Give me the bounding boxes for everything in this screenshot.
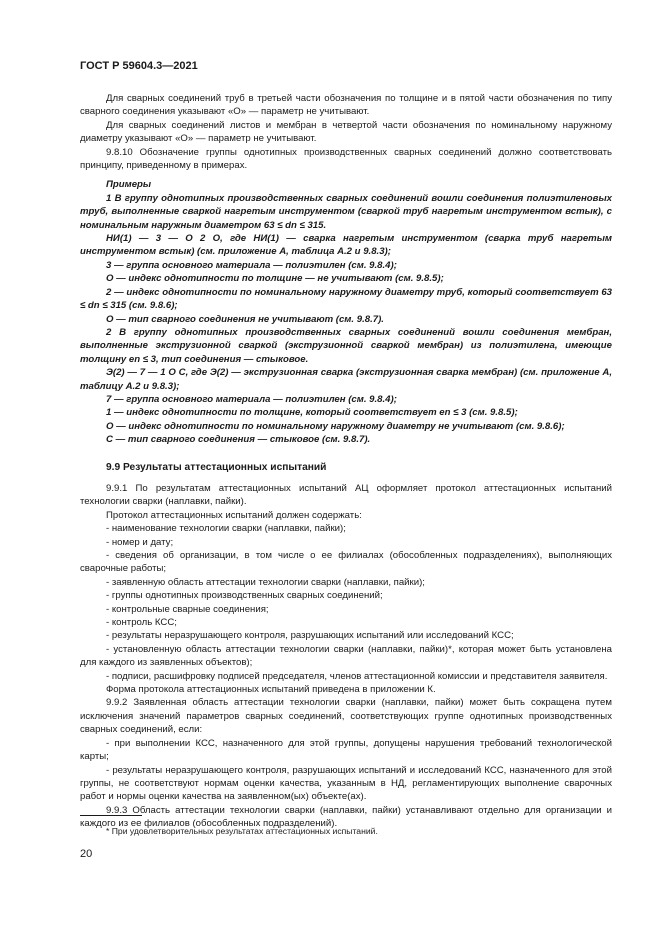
example-line: 1 — индекс однотипности по толщине, который соответствует en ≤ 3 (см. 9.8.5); [106, 407, 518, 419]
example-line: Э(2) — 7 — 1 О С, где Э(2) — экструзионная сварка (экструзионная сварка мембран) (см. приложение А, таблицу А.2 и 9.8.3); [80, 367, 612, 392]
examples-heading: Примеры [106, 179, 152, 191]
list-item: - группы однотипных производственных сварных соединений; [106, 590, 383, 602]
example-line: 3 — группа основного материала — полиэтилен (см. 9.8.4); [106, 259, 397, 271]
example-line: 1 В группу однотипных производственных сварных соединений вошли соединения полиэтиленовых труб, выполненные сваркой нагретым инструментом (сваркой труб нагретым инструментом встык), с номинальным наружным диаметром 63 ≤ dn ≤ 315. [80, 192, 612, 231]
example-line: С — тип сварного соединения — стыковое (см. 9.8.7). [106, 434, 371, 446]
list-item: - контроль КСС; [106, 617, 177, 629]
paragraph: 9.8.10 Обозначение группы однотипных производственных сварных соединений должно соответствовать принципу, приведенному в примерах. [80, 146, 612, 172]
section-title: 9.9 Результаты аттестационных испытаний [106, 461, 327, 473]
list-item: - номер и дату; [106, 536, 174, 548]
example-line: НИ(1) — 3 — О 2 О, где НИ(1) — сварка нагретым инструментом (сварка труб нагретым инструментом встык) (см. приложение А, таблица А.2 и 9.8.3); [80, 233, 612, 258]
example-line: 2 — индекс однотипности по номинальному наружному диаметру труб, который соответствует 63 ≤ dn ≤ 315 (см. 9.8.6); [80, 286, 612, 312]
example-line: О — индекс однотипности по номинальному наружному диаметру не учитывают (см. 9.8.6); [106, 420, 565, 432]
list-item: - результаты неразрушающего контроля, разрушающих испытаний и исследований КСС, назначенного для этой группы, не соответствуют нормам оценки качества, указанным в НД, регламентирующих выполнение сварочных работ и нормы оценки качества на заявленном(ых) объекте(ах). [80, 764, 612, 803]
list-item: - результаты неразрушающего контроля, разрушающих испытаний или исследований КСС; [106, 630, 514, 642]
paragraph: Форма протокола аттестационных испытаний приведена в приложении К. [106, 684, 436, 696]
list-item: - подписи, расшифровку подписей председателя, членов аттестационной комиссии и представителя заявителя. [106, 670, 608, 682]
list-item: - наименование технологии сварки (наплавки, пайки); [106, 523, 346, 535]
footnote: * При удовлетворительных результатах аттестационных испытаний. [106, 826, 378, 836]
list-item: - установленную область аттестации технологии сварки (наплавки, пайки)*, которая может быть установлена для каждого из заявленных объектов); [80, 643, 612, 669]
paragraph: Для сварных соединений труб в третьей части обозначения по толщине и в пятой части обозначения по типу сварного соединения указывают «О» — параметр не учитывают. [80, 93, 612, 118]
list-item: - контрольные сварные соединения; [106, 603, 269, 615]
example-line: О — тип сварного соединения не учитывают (см. 9.8.7). [106, 313, 384, 325]
paragraph: 9.9.3 Область аттестации технологии сварки (наплавки, пайки) устанавливают отдельно для организации и каждого из ее филиалов (обособленных подразделений). [80, 804, 612, 830]
document-header: ГОСТ Р 59604.3—2021 [80, 60, 198, 72]
example-line: 7 — группа основного материала — полиэтилен (см. 9.8.4); [106, 393, 397, 405]
body-text [80, 92, 612, 831]
list-item: - сведения об организации, в том числе о ее филиалах (обособленных подразделениях), выполняющих сварочные работы; [80, 550, 612, 575]
example-line: О — индекс однотипности по толщине — не учитывают (см. 9.8.5); [106, 273, 444, 285]
list-item: - заявленную область аттестации технологии сварки (наплавки, пайки); [106, 576, 425, 588]
paragraph: 9.9.2 Заявленная область аттестации технологии сварки (наплавки, пайки) может быть сокращена путем исключения значений параметров сварных соединений, соответствующих группе однотипных производственных сварных соединений, если: [80, 697, 612, 736]
page-number: 20 [80, 848, 93, 860]
paragraph: 9.9.1 По результатам аттестационных испытаний АЦ оформляет протокол аттестационных испытаний технологии сварки (наплавки, пайки). [80, 482, 612, 508]
list-item: - при выполнении КСС, назначенного для этой группы, допущены нарушения требований технологической карты; [80, 737, 612, 763]
paragraph: Для сварных соединений листов и мембран в четвертой части обозначения по номинальному наружному диаметру указывают «О» — параметр не учитывают. [80, 119, 612, 145]
example-line: 2 В группу однотипных производственных сварных соединений вошли соединения мембран, выполненные экструзионной сваркой (экструзионной сваркой мембран) из полиэтилена, имеющие толщину en ≤ 3, тип соединения — стыковое. [80, 326, 612, 365]
paragraph: Протокол аттестационных испытаний должен содержать: [106, 509, 362, 521]
footnote-divider [80, 815, 142, 816]
